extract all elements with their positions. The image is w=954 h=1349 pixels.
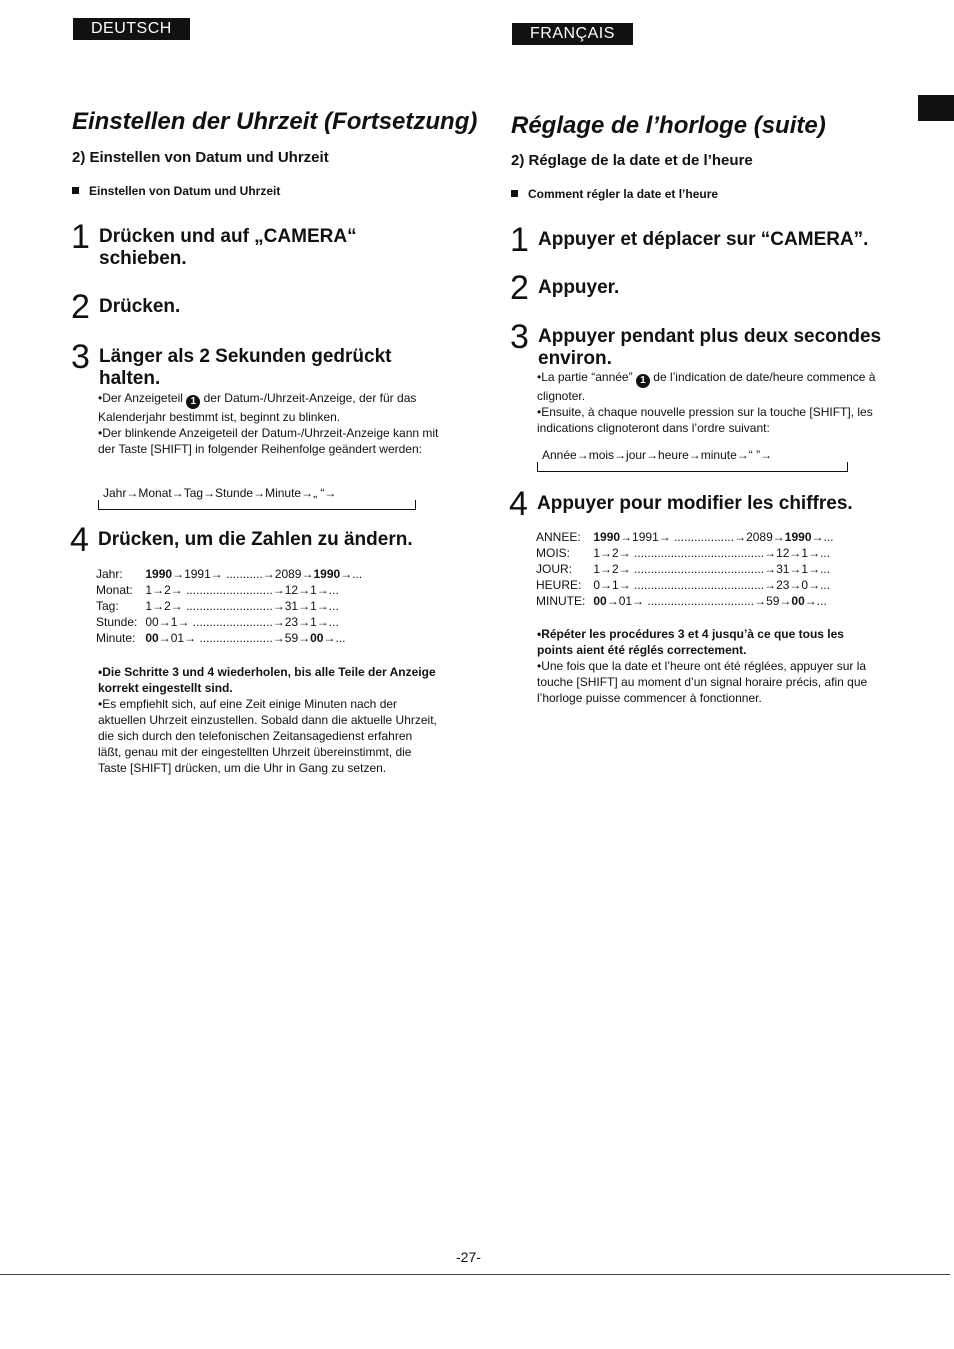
step-number: 2 — [71, 288, 90, 326]
row-label: Jahr: — [96, 567, 123, 581]
row-sequence: →01→ ......................→59→ — [158, 631, 311, 645]
table-row — [96, 598, 362, 614]
step-text-line2: schieben. — [99, 248, 187, 269]
step-number: 1 — [71, 218, 90, 256]
step-text-line2: halten. — [99, 368, 161, 389]
step-text: Appuyer et déplacer sur “CAMERA”. — [538, 229, 869, 250]
row-end: 00 — [791, 594, 805, 608]
digit-one-circle-icon: 1 — [636, 374, 650, 388]
note-text: •La partie “année” — [537, 370, 633, 384]
notes-final-de — [98, 664, 438, 776]
section-subtitle-fr: 2) Réglage de la date et de l’heure — [511, 152, 753, 169]
table-row — [536, 529, 834, 545]
cycle-sequence-fr: Année→mois→jour→heure→minute→“ ”→ — [542, 448, 773, 462]
step-number: 4 — [509, 485, 528, 523]
digit-one-circle-icon: 1 — [186, 395, 200, 409]
step-number: 1 — [510, 221, 529, 259]
bold-note: •Répéter les procédures 3 et 4 jusqu’à ce que tous les points aient été réglés correctement. — [537, 627, 844, 657]
row-sequence: →1→ .......................................→23→0→... — [600, 578, 831, 592]
page-edge-tab — [918, 95, 954, 121]
row-start: 1 — [145, 583, 153, 597]
row-label: Stunde: — [96, 615, 138, 629]
row-start: 1990 — [145, 567, 173, 581]
row-label: JOUR: — [536, 562, 572, 576]
value-ranges-table-de — [96, 566, 362, 646]
row-label: ANNEE: — [536, 530, 581, 544]
step-text-line2: environ. — [538, 348, 612, 369]
table-row — [536, 577, 834, 593]
table-row — [96, 566, 362, 582]
cycle-sequence-de: Jahr→Monat→Tag→Stunde→Minute→„ “→ — [103, 486, 337, 500]
row-sequence: →1→ ........................→23→1→... — [158, 615, 339, 629]
section-title-fr: Réglage de l’horloge (suite) — [511, 112, 826, 139]
notes-step3-fr — [537, 369, 877, 436]
table-row — [96, 582, 362, 598]
step-text: Appuyer pour modifier les chiffres. — [537, 493, 853, 514]
bullet-heading-fr: Comment régler la date et l’heure — [511, 187, 718, 201]
row-label: Monat: — [96, 583, 133, 597]
step-number: 3 — [510, 318, 529, 356]
step-number: 2 — [510, 269, 529, 307]
step-text: Drücken, um die Zahlen zu ändern. — [98, 529, 413, 550]
row-sequence: →2→ ..........................→12→1→... — [152, 583, 339, 597]
note-text: de l’indication de date/heure commence à clignoter. — [537, 370, 876, 403]
row-sequence: →1991→ ...........→2089→ — [172, 567, 314, 581]
table-row — [96, 614, 362, 630]
row-sequence: →2→ .......................................→12→1→... — [600, 546, 831, 560]
step-text: Drücken. — [99, 296, 181, 317]
row-start: 1 — [145, 599, 153, 613]
row-start: 1990 — [593, 530, 621, 544]
table-row — [96, 630, 362, 646]
row-tail: →... — [811, 530, 834, 544]
row-start: 00 — [145, 615, 159, 629]
step-text: Appuyer pendant plus deux secondes — [538, 326, 882, 347]
footer-divider — [0, 1274, 950, 1275]
row-start: 00 — [593, 594, 607, 608]
note-text: •Es empfiehlt sich, auf eine Zeit einige Minuten nach der aktuellen Uhrzeit einzustellen. Sobald dann die aktuelle Uhrzeit, die sich durch den telefonischen Zeitansagedienst erfahren läßt, genau mit der eingestellten Uhrzeit übereinstimmt, die Taste [SHIFT] drücken, um die Uhr in Gang zu setzen. — [98, 697, 437, 775]
row-label: Tag: — [96, 599, 119, 613]
cycle-return-bracket — [98, 500, 416, 510]
note-text: •Ensuite, à chaque nouvelle pression sur la touche [SHIFT], les indications clignoteront dans l’ordre suivant: — [537, 405, 873, 435]
cycle-return-bracket — [537, 462, 848, 472]
row-end: 1990 — [313, 567, 341, 581]
row-sequence: →2→ .......................................→31→1→... — [600, 562, 831, 576]
row-tail: →... — [340, 567, 363, 581]
value-ranges-table-fr — [536, 529, 834, 609]
step-text: Länger als 2 Sekunden gedrückt — [99, 346, 392, 367]
row-sequence: →01→ ................................→59→ — [606, 594, 792, 608]
note-text: •Une fois que la date et l’heure ont été réglées, appuyer sur la touche [SHIFT] au moment d’un signal horaire précis, afin que l’horloge puisse commencer à fonctionner. — [537, 659, 868, 705]
row-tail: →... — [804, 594, 827, 608]
language-label-francais: FRANÇAIS — [512, 23, 633, 45]
step-number: 4 — [70, 521, 89, 559]
notes-final-fr — [537, 626, 879, 706]
row-label: MINUTE: — [536, 594, 586, 608]
note-text: •Der Anzeigeteil — [98, 391, 183, 405]
notes-step3-de — [98, 390, 446, 457]
bullet-heading-de: Einstellen von Datum und Uhrzeit — [72, 184, 280, 198]
step-number: 3 — [71, 338, 90, 376]
row-end: 00 — [310, 631, 324, 645]
row-sequence: →1991→ ..................→2089→ — [620, 530, 785, 544]
page-number: -27- — [456, 1249, 481, 1265]
note-text: •Der blinkende Anzeigeteil der Datum-/Uhrzeit-Anzeige kann mit der Taste [SHIFT] in folgender Reihenfolge geändert werden: — [98, 426, 439, 456]
note-text: der Datum-/Uhrzeit-Anzeige, der für das Kalenderjahr bestimmt ist, beginnt zu blinken. — [98, 391, 417, 424]
row-end: 1990 — [784, 530, 812, 544]
row-start: 1 — [593, 546, 601, 560]
row-sequence: →2→ ..........................→31→1→... — [152, 599, 339, 613]
row-tail: →... — [323, 631, 346, 645]
table-row — [536, 593, 834, 609]
table-row — [536, 561, 834, 577]
section-subtitle-de: 2) Einstellen von Datum und Uhrzeit — [72, 149, 329, 166]
language-label-deutsch: DEUTSCH — [73, 18, 190, 40]
table-row — [536, 545, 834, 561]
row-label: Minute: — [96, 631, 136, 645]
section-title-de: Einstellen der Uhrzeit (Fortsetzung) — [72, 108, 478, 135]
row-start: 1 — [593, 562, 601, 576]
row-label: HEURE: — [536, 578, 582, 592]
step-text: Drücken und auf „CAMERA“ — [99, 226, 357, 247]
bold-note: •Die Schritte 3 und 4 wiederholen, bis alle Teile der Anzeige korrekt eingestellt sind. — [98, 665, 436, 695]
row-start: 0 — [593, 578, 601, 592]
row-start: 00 — [145, 631, 159, 645]
step-text: Appuyer. — [538, 277, 620, 298]
row-label: MOIS: — [536, 546, 571, 560]
